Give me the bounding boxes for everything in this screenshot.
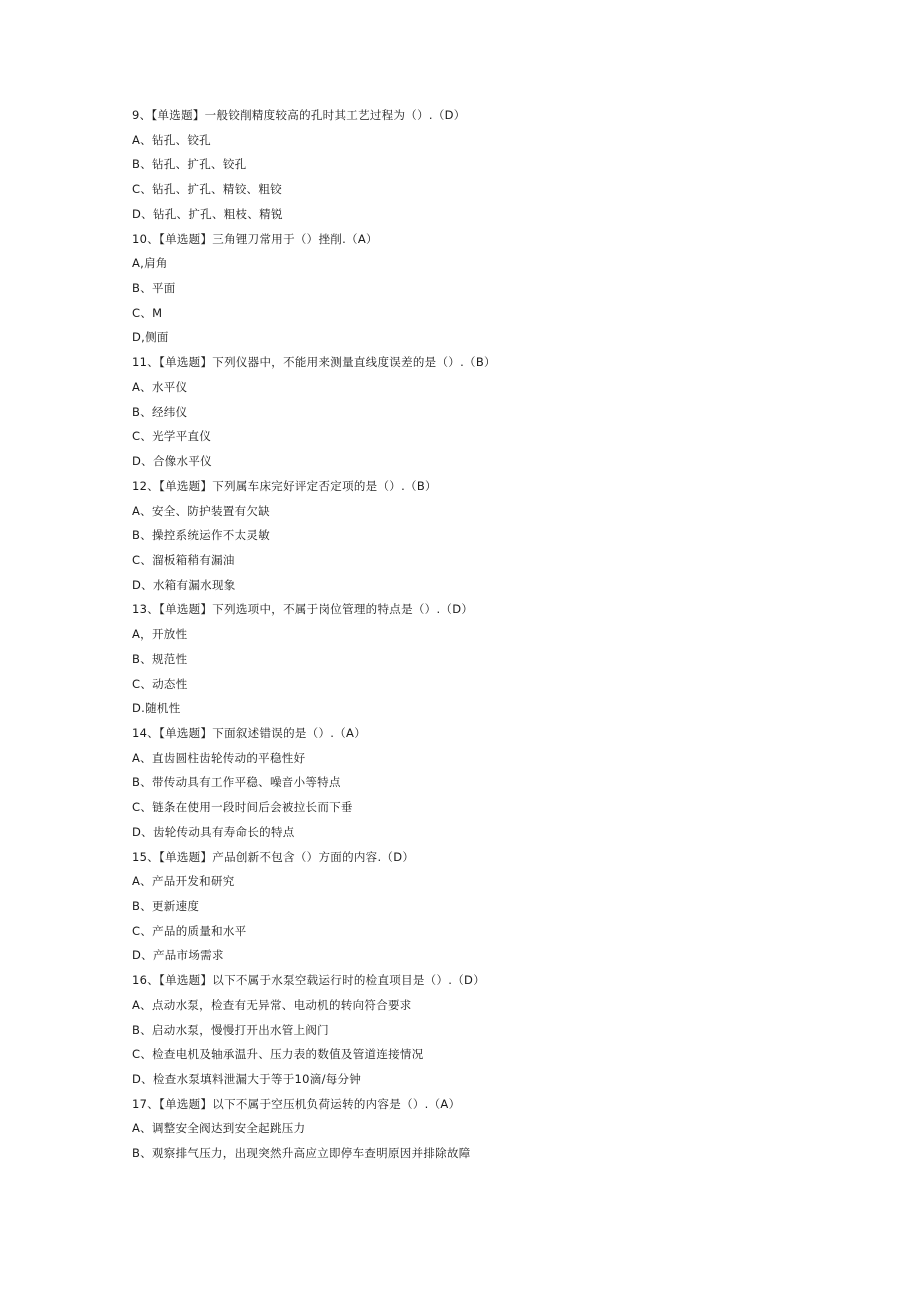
option-11-c: C、光学平直仪 <box>132 429 212 444</box>
option-11-b: B、经纬仪 <box>132 404 188 419</box>
option-14-d: D、齿轮传动具有寿命长的特点 <box>132 824 295 839</box>
question-15: 15、【单选题】产品创新不包含（）方面的内容.（D） <box>132 849 415 864</box>
option-14-b: B、带传动具有工作平稳、噪音小等特点 <box>132 775 341 790</box>
option-16-b: B、启动水泵，慢慢打开出水管上阀门 <box>132 1022 329 1037</box>
option-14-c: C、链条在使用一段时间后会被拉长而下垂 <box>132 800 353 815</box>
question-17: 17、【单选题】以下不属于空压机负荷运转的内容是（）.（A） <box>132 1096 461 1111</box>
option-13-a: A，开放性 <box>132 627 188 642</box>
option-14-a: A、直齿圆柱齿轮传动的平稳性好 <box>132 750 306 765</box>
question-list <box>132 106 872 1169</box>
question-11: 11、【单选题】下列仪器中，不能用来测量直线度误差的是（）.（B） <box>132 355 496 370</box>
option-17-b: B、观察排气压力，出现突然升高应立即停车查明原因并排除故障 <box>132 1146 471 1161</box>
option-9-b: B、钻孔、扩孔、铰孔 <box>132 157 247 172</box>
option-12-a: A、安全、防护装置有欠缺 <box>132 503 270 518</box>
option-10-a: A,肩角 <box>132 256 168 271</box>
option-15-b: B、更新速度 <box>132 899 200 913</box>
question-13: 13、【单选题】下列选项中，不属于岗位管理的特点是（）.（D） <box>132 602 474 617</box>
option-9-d: D、钻孔、扩孔、粗枝、精锐 <box>132 206 283 221</box>
question-10: 10、【单选题】三角锂刀常用于（）挫削.（A） <box>132 231 378 246</box>
option-12-d: D、水箱有漏水现象 <box>132 577 236 592</box>
option-16-c: C、检查电机及轴承温升、压力表的数值及管道连接情况 <box>132 1047 424 1062</box>
option-9-c: C、钻孔、扩孔、精铰、粗铰 <box>132 182 282 197</box>
option-10-b: B、平面 <box>132 281 176 296</box>
option-10-c: C、M <box>132 305 163 320</box>
option-11-a: A、水平仪 <box>132 379 188 394</box>
option-12-c: C、溜板箱稍有漏油 <box>132 552 235 567</box>
question-16: 16、【单选题】以下不属于水泵空载运行时的检直项目是（）.（D） <box>132 973 485 988</box>
option-16-a: A、点动水泵，检查有无异常、电动机的转向符合要求 <box>132 997 412 1012</box>
option-10-d: D,侧面 <box>132 330 169 345</box>
question-9: 9、【单选题】一般铰削精度较高的孔时其工艺过程为（）.（D） <box>132 108 466 122</box>
option-15-c: C、产品的质量和水平 <box>132 923 247 938</box>
option-13-d: D.随机性 <box>132 701 181 716</box>
option-12-b: B、操控系统运作不太灵敏 <box>132 528 270 543</box>
option-13-b: B、规范性 <box>132 651 188 666</box>
option-15-a: A、产品开发和研究 <box>132 874 235 889</box>
option-13-c: C、动态性 <box>132 676 188 691</box>
option-9-a: A、钻孔、铰孔 <box>132 132 211 147</box>
option-11-d: D、合像水平仪 <box>132 454 212 469</box>
option-17-a: A、调整安全阀达到安全起跳压力 <box>132 1121 306 1136</box>
question-14: 14、【单选题】下面叙述错误的是（）.（A） <box>132 725 367 740</box>
option-16-d: D、检查水泵填料泄漏大于等于10滴/每分钟 <box>132 1072 362 1087</box>
question-12: 12、【单选题】下列属车床完好评定否定项的是（）.（B） <box>132 478 437 493</box>
option-15-d: D、产品市场需求 <box>132 948 224 963</box>
